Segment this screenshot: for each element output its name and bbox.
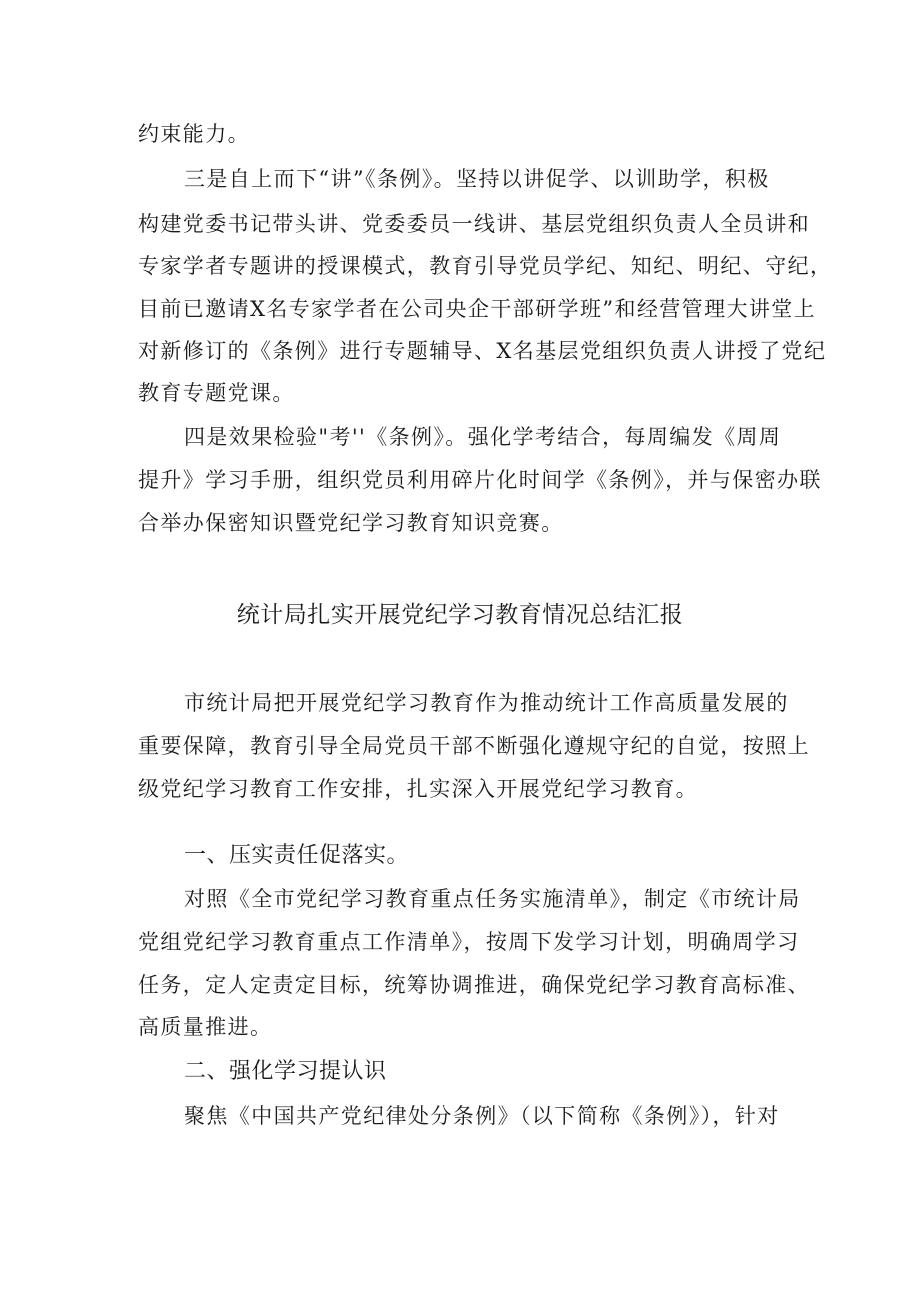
- intro-line: 重要保障，教育引导全局党员干部不断强化遵规守纪的自觉，按照上: [138, 734, 810, 758]
- paragraph-line: 约束能力。: [138, 122, 250, 146]
- section-heading-2: 二、强化学习提认识: [184, 1059, 387, 1084]
- section2-line: 聚焦《中国共产党纪律处分条例》（以下简称《条例》），针对: [184, 1104, 780, 1128]
- paragraph-line: 构建党委书记带头讲、党委委员一线讲、基层党组织负责人全员讲和: [138, 212, 810, 236]
- section1-line: 对照《全市党纪学习教育重点任务实施清单》，制定《市统计局: [184, 887, 801, 911]
- paragraph-line: 四是效果检验"考''《条例》。强化学考结合，每周编发《周周: [184, 425, 782, 449]
- paragraph-line: 提升》学习手册，组织党员利用碎片化时间学《条例》，并与保密办联: [138, 468, 822, 492]
- section1-line: 党组党纪学习教育重点工作清单》，按周下发学习计划，明确周学习: [138, 930, 800, 954]
- intro-line: 市统计局把开展党纪学习教育作为推动统计工作高质量发展的: [184, 691, 789, 715]
- intro-line: 级党纪学习教育工作安排，扎实深入开展党纪学习教育。: [138, 777, 698, 801]
- paragraph-line: 对新修订的《条例》进行专题辅导、X名基层党组织负责人讲授了党纪: [138, 339, 827, 363]
- paragraph-line: 专家学者专题讲的授课模式，教育引导党员学纪、知纪、明纪、守纪，: [138, 254, 833, 278]
- paragraph-line: 教育专题党课。: [138, 381, 295, 405]
- section1-line: 任务，定人定责定目标，统筹协调推进，确保党纪学习教育高标准、: [138, 973, 810, 997]
- paragraph-line: 目前已邀请X名专家学者在公司央企干部研学班”和经营管理大讲堂上: [138, 297, 817, 321]
- report-title: 统计局扎实开展党纪学习教育情况总结汇报: [236, 602, 684, 628]
- paragraph-line: 合举办保密知识暨党纪学习教育知识竞赛。: [138, 511, 564, 535]
- paragraph-line: 三是自上而下“讲”《条例》。坚持以讲促学、以训助学，积极: [184, 167, 770, 191]
- section-heading-1: 一、压实责任促落实。: [184, 843, 410, 868]
- section1-line: 高质量推进。: [138, 1015, 273, 1039]
